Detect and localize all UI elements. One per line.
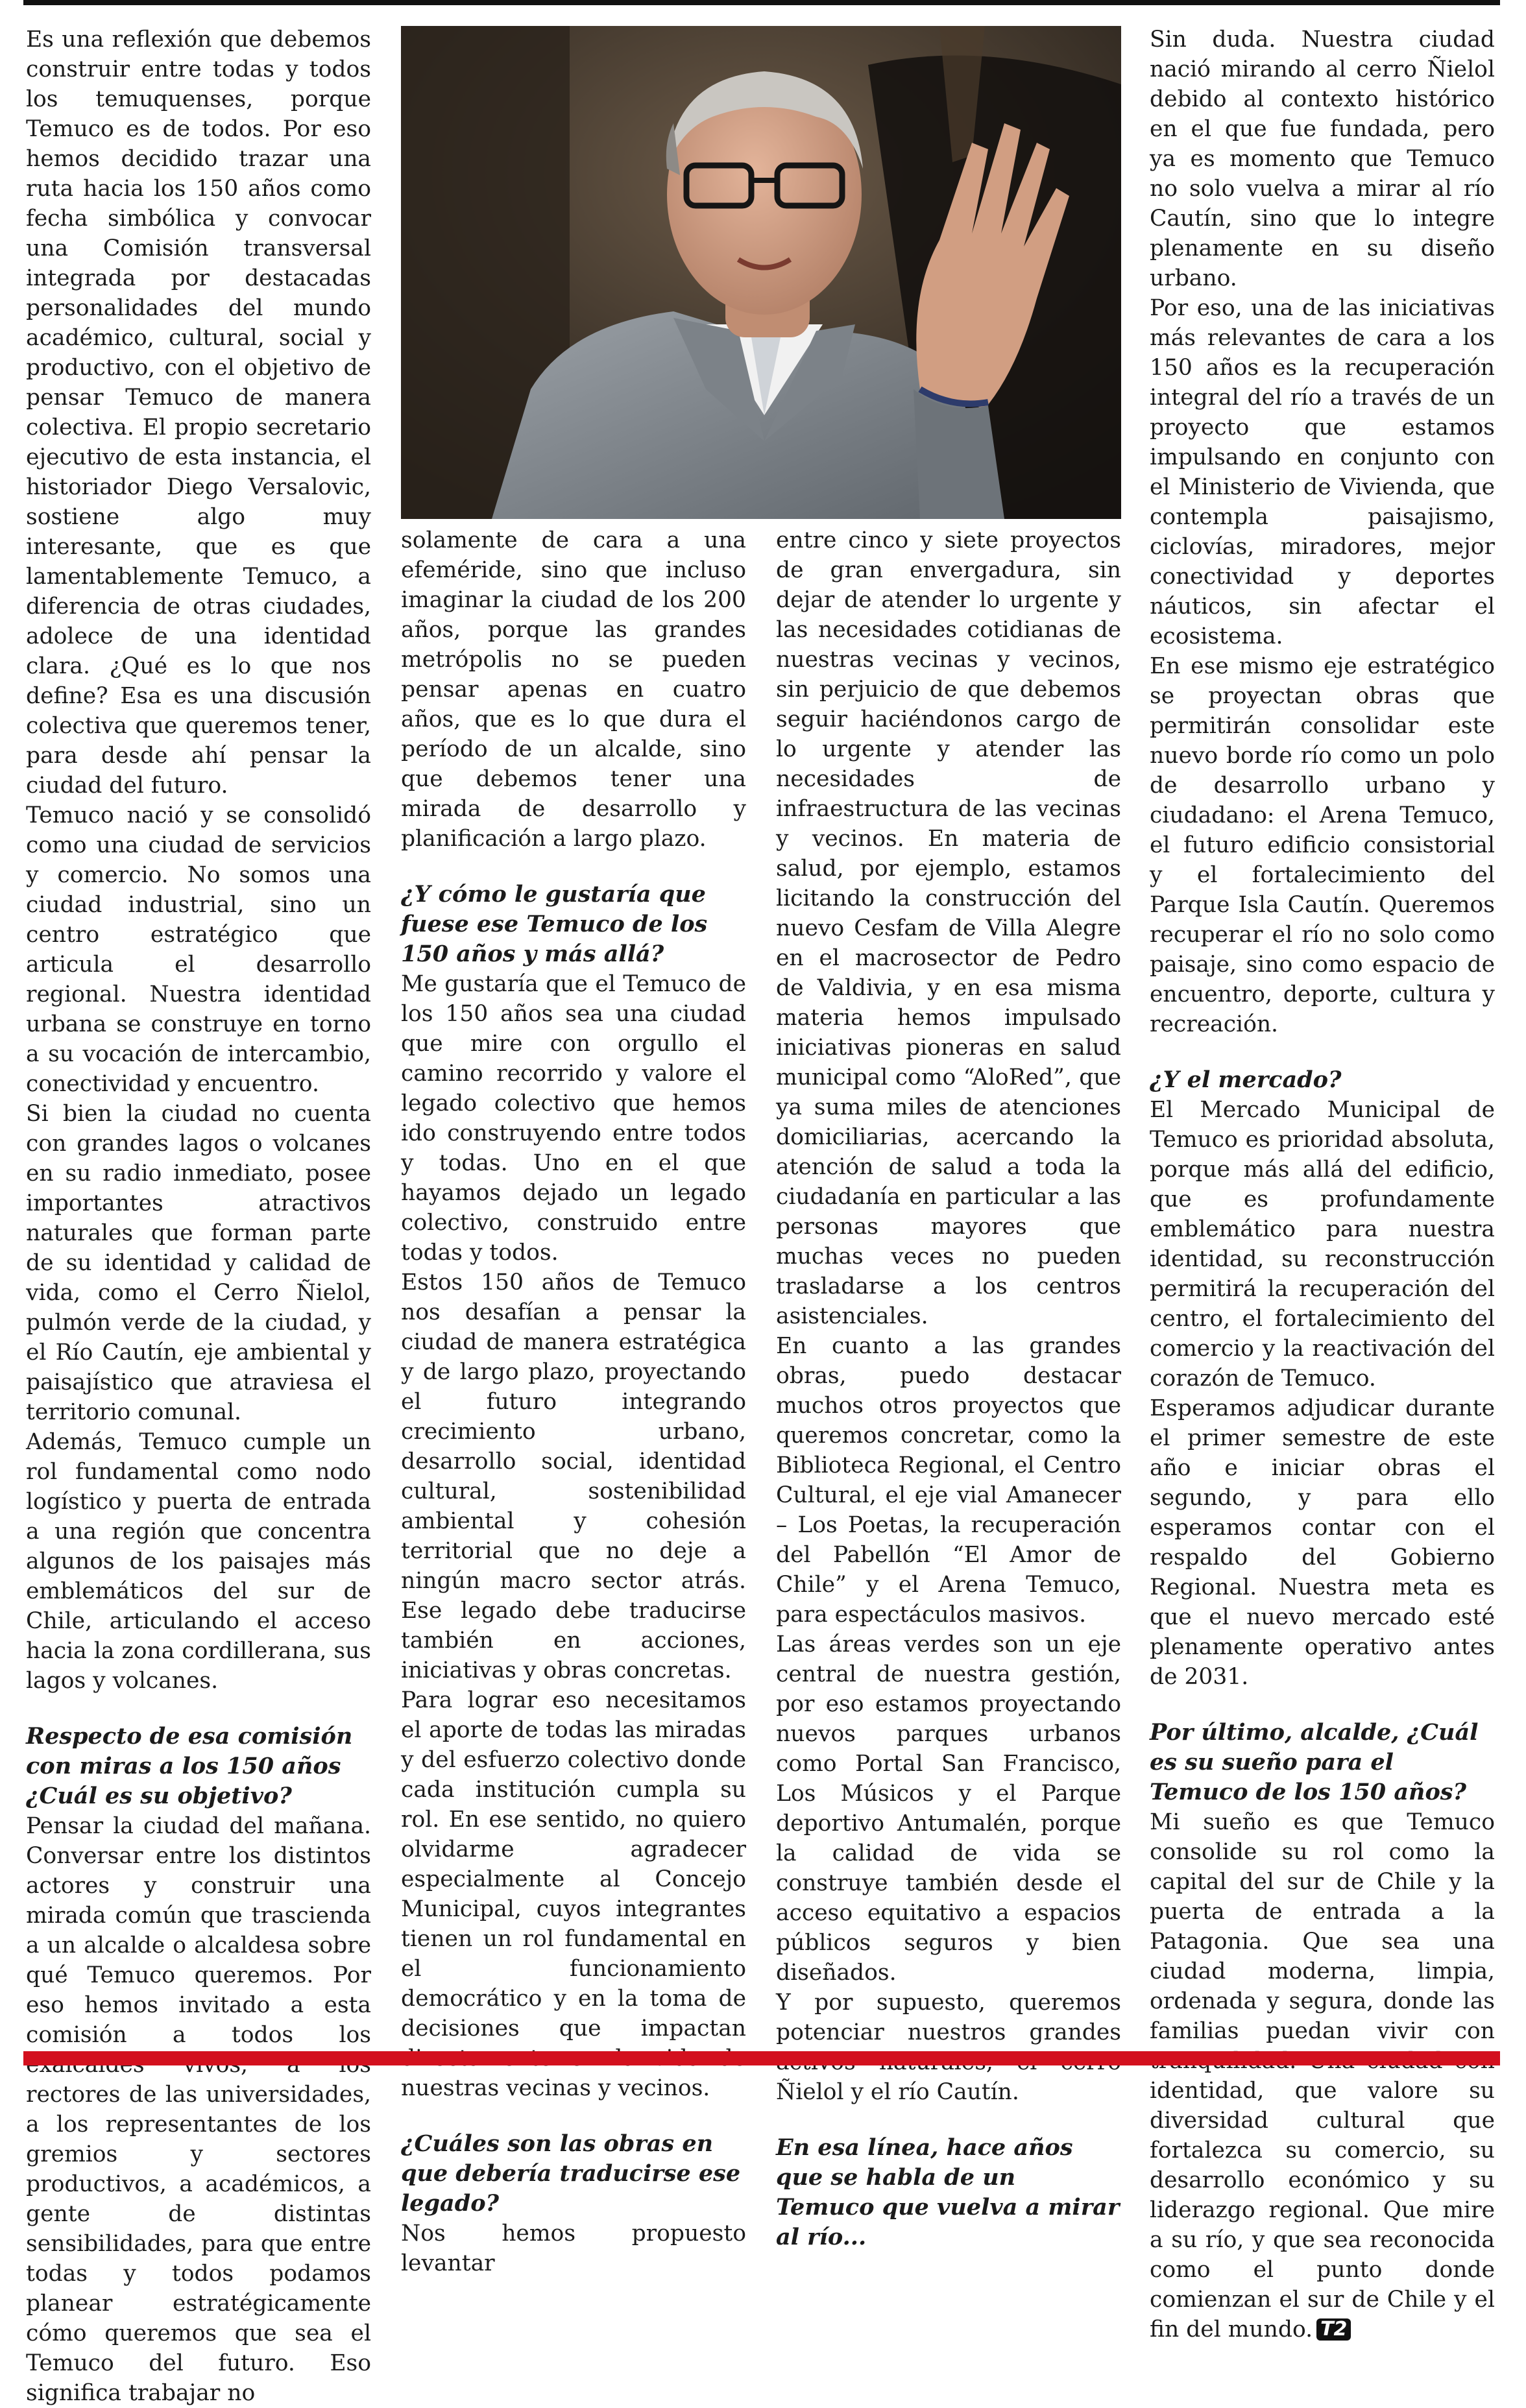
paragraph: solamente de cara a una efeméride, sino que incluso imaginar la ciudad de los 200 años, porque las grandes metrópolis no se pueden pensar apenas en cuatro años, que es lo que dura el período de un alcalde, sino que debemos tener una mirada de desarrollo y planificación a largo plazo.	[401, 527, 746, 852]
article-column-4	[1150, 25, 1495, 2344]
paragraph: Me gustaría que el Temuco de los 150 años sea una ciudad que mire con orgullo el camino recorrido y valore el legado colectivo que hemos ido construyendo entre todos y todas. Uno en el que hayamos dejado un legado colectivo, construido entre todas y todos.	[401, 971, 746, 1266]
paragraph: Si bien la ciudad no cuenta con grandes lagos o volcanes en su radio inmediato, posee importantes atractivos naturales que forman parte de su identidad y calidad de vida, como el Cerro Ñielol, pulmón verde de la ciudad, y el Río Cautín, eje ambiental y paisajístico que atraviesa el territorio comunal.	[26, 1101, 371, 1425]
paragraph: Sin duda. Nuestra ciudad nació mirando al cerro Ñielol debido al contexto histórico en el que fue fundada, pero ya es momento que Temuco no solo vuelva a mirar al río Cautín, sino que lo integre plenamente en su diseño urbano.	[1150, 27, 1495, 291]
top-rule	[23, 0, 1500, 5]
paragraph: Nos hemos propuesto levantar	[401, 2221, 746, 2276]
paragraph: En ese mismo eje estratégico se proyectan obras que permitirán consolidar este nuevo borde río como un polo de desarrollo urbano y ciudadano: el Arena Temuco, el futuro edificio consistorial y el fortalecimiento del Parque Isla Cautín. Queremos recuperar el río no solo como paisaje, sino como espacio de encuentro, deporte, cultura y recreación.	[1150, 653, 1495, 1037]
article-column-2	[401, 525, 746, 2278]
paragraph: entre cinco y siete proyectos de gran envergadura, sin dejar de atender lo urgente y las necesidades cotidianas de nuestras vecinas y vecinos, sin perjuicio de que debemos seguir haciéndonos cargo de lo urgente y atender las necesidades de infraestructura de las vecinas y vecinos. En materia de salud, por ejemplo, estamos licitando la construcción del nuevo Cesfam de Villa Alegre en el macrosector de Pedro de Valdivia, y en esa misma materia hemos impulsado iniciativas pioneras en salud municipal como “AloRed”, que ya suma miles de atenciones domiciliarias, acercando la atención de salud a toda la ciudadanía en particular a las personas mayores que muchas veces no pueden trasladarse a los centros asistenciales.	[776, 527, 1121, 1329]
interview-question: Respecto de esa comisión con miras a los 150 años ¿Cuál es su objetivo?	[26, 1723, 353, 1809]
paragraph: Las áreas verdes son un eje central de nuestra gestión, por eso estamos proyectando nuevos parques urbanos como Portal San Francisco, Los Músicos y el Parque deportivo Antumalén, porque la calidad de vida se construye también desde el acceso equitativo a espacios públicos seguros y bien diseñados.	[776, 1631, 1121, 1986]
interview-question: ¿Y cómo le gustaría que fuese ese Temuco de los 150 años y más allá?	[401, 881, 708, 967]
paragraph: Y por supuesto, queremos potenciar nuestros grandes Ñielol y el río Cautín.	[776, 1990, 1121, 2105]
paragraph: Es una reflexión que debemos construir entre todas y todos los temuquenses, porque Temuco es de todos. Por eso hemos decidido trazar una ruta hacia los 150 años como fecha simbólica y convocar una Comisión transversal integrada por destacadas personalidades del mundo académico, cultural, social y productivo, con el objetivo de pensar Temuco de manera colectiva. El propio secretario ejecutivo de esta instancia, el historiador Diego Versalovic, sostiene algo muy interesante, que es que lamentablemente Temuco, a diferencia de otras ciudades, adolece de una identidad clara. ¿Qué es lo que nos define? Esa es una discusión colectiva que queremos tener, para desde ahí pensar la ciudad del futuro.	[26, 27, 371, 799]
interview-question: ¿Cuáles son las obras en que debería traducirse ese legado?	[401, 2130, 741, 2217]
interview-photo	[401, 26, 1121, 519]
paragraph-text: Mi sueño es que Temuco consolide su rol como la capital del sur de Chile y la puerta de entrada a la Patagonia. Que sea una ciudad moderna, limpia, ordenada y segura, donde las familias puedan vivir con identidad, que valore su diversidad cultural que fortalezca su comercio, su desarrollo económico y su liderazgo regional. Que mire a su río, y que sea reconocida como el punto donde comienzan el sur de Chile y el fin del mundo.	[1150, 1809, 1495, 2342]
bottom-red-bar	[23, 2051, 1500, 2065]
paragraph: El Mercado Municipal de Temuco es prioridad absoluta, porque más allá del edificio, que es profundamente emblemático para nuestra identidad, su reconstrucción permitirá la recuperación del centro, el fortalecimiento del comercio y la reactivación del corazón de Temuco.	[1150, 1097, 1495, 1391]
end-logo: T2	[1316, 2318, 1351, 2341]
paragraph: Pensar la ciudad del mañana. Conversar entre los distintos actores y construir una mirada común que trascienda a un alcalde o alcaldesa sobre qué Temuco queremos. Por eso hemos invitado a esta comisión a todos los rectores de las universidades, a los representantes de los gremios y sectores productivos, a académicos, a gente de distintas sensibilidades, para que entre todas y todos podamos planear estratégicamente cómo queremos que sea el Temuco del futuro. Eso significa trabajar no	[26, 1813, 371, 2406]
paragraph: Para lograr eso necesitamos el aporte de todas las miradas y del esfuerzo colectivo donde cada institución cumpla su rol. En ese sentido, no quiero olvidarme agradecer especialmente al Concejo Municipal, cuyos integrantes tienen un rol fundamental en el funcionamiento democrático y en la toma de decisiones que impactan nuestras vecinas y vecinos.	[401, 1687, 746, 2101]
paragraph: Temuco nació y se consolidó como una ciudad de servicios y comercio. No somos una ciudad industrial, sino un centro estratégico que articula el desarrollo regional. Nuestra identidad urbana se construye en torno a su vocación de intercambio, conectividad y encuentro.	[26, 802, 371, 1097]
paragraph: Además, Temuco cumple un rol fundamental como nodo logístico y puerta de entrada a una región que concentra algunos de los paisajes más emblemáticos del sur de Chile, articulando el acceso hacia la zona cordillerana, sus lagos y volcanes.	[26, 1429, 371, 1694]
paragraph: Esperamos adjudicar durante el primer semestre de este año e iniciar obras el segundo, y para ello esperamos contar con el respaldo del Gobierno Regional. Nuestra meta es que el nuevo mercado esté plenamente operativo antes de 2031.	[1150, 1395, 1495, 1690]
interview-question: Por último, alcalde, ¿Cuál es su sueño para el Temuco de los 150 años?	[1150, 1719, 1479, 1805]
article-column-1	[26, 25, 371, 2408]
paragraph: Por eso, una de las iniciativas más relevantes de cara a los 150 años es la recuperación integral del río a través de un proyecto que estamos impulsando en conjunto con el Ministerio de Vivienda, que contempla paisajismo, ciclovías, miradores, mejor conectividad y deportes náuticos, sin afectar el ecosistema.	[1150, 295, 1495, 649]
paragraph: Estos 150 años de Temuco nos desafían a pensar la ciudad de manera estratégica y de largo plazo, proyectando el futuro integrando crecimiento urbano, desarrollo social, identidad cultural, sostenibilidad ambiental y cohesión territorial que no deje a ningún macro sector atrás. Ese legado debe traducirse también en acciones, iniciativas y obras concretas.	[401, 1270, 746, 1683]
man-portrait-illustration	[401, 26, 1121, 519]
closing-paragraph	[1150, 1807, 1495, 2344]
paragraph: En cuanto a las grandes obras, puedo destacar muchos otros proyectos que queremos concretar, como la Biblioteca Regional, el Centro Cultural, el eje vial Amanecer – Los Poetas, la recuperación del Pabellón “El Amor de Chile” y el Arena Temuco, para espectáculos masivos.	[776, 1333, 1121, 1628]
article-column-3	[776, 525, 1121, 2252]
interview-question: ¿Y el mercado?	[1150, 1066, 1342, 1093]
interview-question: En esa línea, hace años que se habla de un Temuco que vuelva a mirar al río...	[776, 2134, 1120, 2250]
